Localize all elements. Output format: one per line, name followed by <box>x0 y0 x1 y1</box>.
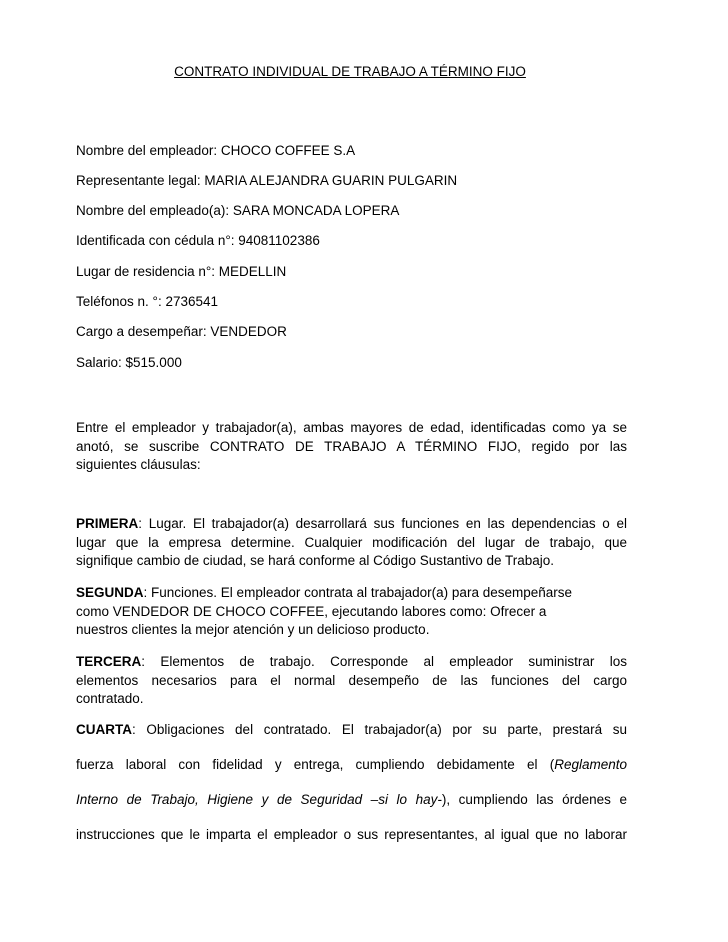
intro-line: Entre el empleador y trabajador(a), ambas mayores de edad, identificadas como ya se <box>76 420 627 435</box>
clause-heading: PRIMERA <box>76 516 139 531</box>
clause-text: elementos necesarios para el normal desempeño de las funciones del cargo <box>76 672 627 688</box>
clause-text: lugar que la empresa determine. Cualquier modificación del lugar de trabajo, que <box>76 534 627 550</box>
clause-heading: CUARTA <box>76 722 132 737</box>
intro-line: siguientes cláusulas: <box>76 457 201 472</box>
clause-italic-text: Interno de Trabajo, Higiene y de Seguridad –si lo hay- <box>76 792 442 807</box>
field-position: Cargo a desempeñar: VENDEDOR <box>76 324 287 339</box>
intro-line: anotó, se suscribe CONTRATO DE TRABAJO A TÉRMINO FIJO, regido por las <box>76 438 627 454</box>
clause-text: nuestros clientes la mejor atención y un delicioso producto. <box>76 622 430 637</box>
intro-paragraph <box>76 419 627 475</box>
field-residence: Lugar de residencia n°: MEDELLIN <box>76 264 287 279</box>
clause-italic-text: Reglamento <box>554 757 627 772</box>
clause-tercera <box>76 653 627 709</box>
field-salary: Salario: $515.000 <box>76 355 182 370</box>
clause-text: instrucciones que le imparta el empleador o sus representantes, al igual que no laborar <box>76 827 627 842</box>
clause-text: : Elementos de trabajo. Corresponde al empleador suministrar los <box>141 654 627 669</box>
clause-text: como VENDEDOR DE CHOCO COFFEE, ejecutando labores como: Ofrecer a <box>76 603 547 619</box>
field-employee-name: Nombre del empleado(a): SARA MONCADA LOPERA <box>76 203 400 218</box>
field-id-number: Identificada con cédula n°: 94081102386 <box>76 233 320 248</box>
field-phone: Teléfonos n. °: 2736541 <box>76 294 219 309</box>
clause-text: contratado. <box>76 691 144 706</box>
clause-heading: SEGUNDA <box>76 585 144 600</box>
clause-segunda <box>76 584 627 640</box>
clause-text: : Lugar. El trabajador(a) desarrollará sus funciones en las dependencias o el <box>138 516 627 531</box>
document-title-text: CONTRATO INDIVIDUAL DE TRABAJO A TÉRMINO FIJO <box>174 64 526 79</box>
clause-text: : Obligaciones del contratado. El trabajador(a) por su parte, prestará su <box>132 722 627 737</box>
clause-text: signifique cambio de ciudad, se hará conforme al Código Sustantivo de Trabajo. <box>76 553 555 568</box>
clause-text: ), cumpliendo las órdenes e <box>441 792 627 807</box>
clause-text: fuerza laboral con fidelidad y entrega, cumpliendo debidamente el ( <box>76 757 555 772</box>
field-legal-representative: Representante legal: MARIA ALEJANDRA GUARIN PULGARIN <box>76 173 458 188</box>
field-employer-name: Nombre del empleador: CHOCO COFFEE S.A <box>76 143 356 158</box>
clause-cuarta <box>76 712 627 852</box>
clause-text: : Funciones. El empleador contrata al trabajador(a) para desempeñarse <box>143 585 573 600</box>
clause-primera <box>76 515 627 571</box>
document-title <box>0 64 700 79</box>
clause-heading: TERCERA <box>76 654 142 669</box>
